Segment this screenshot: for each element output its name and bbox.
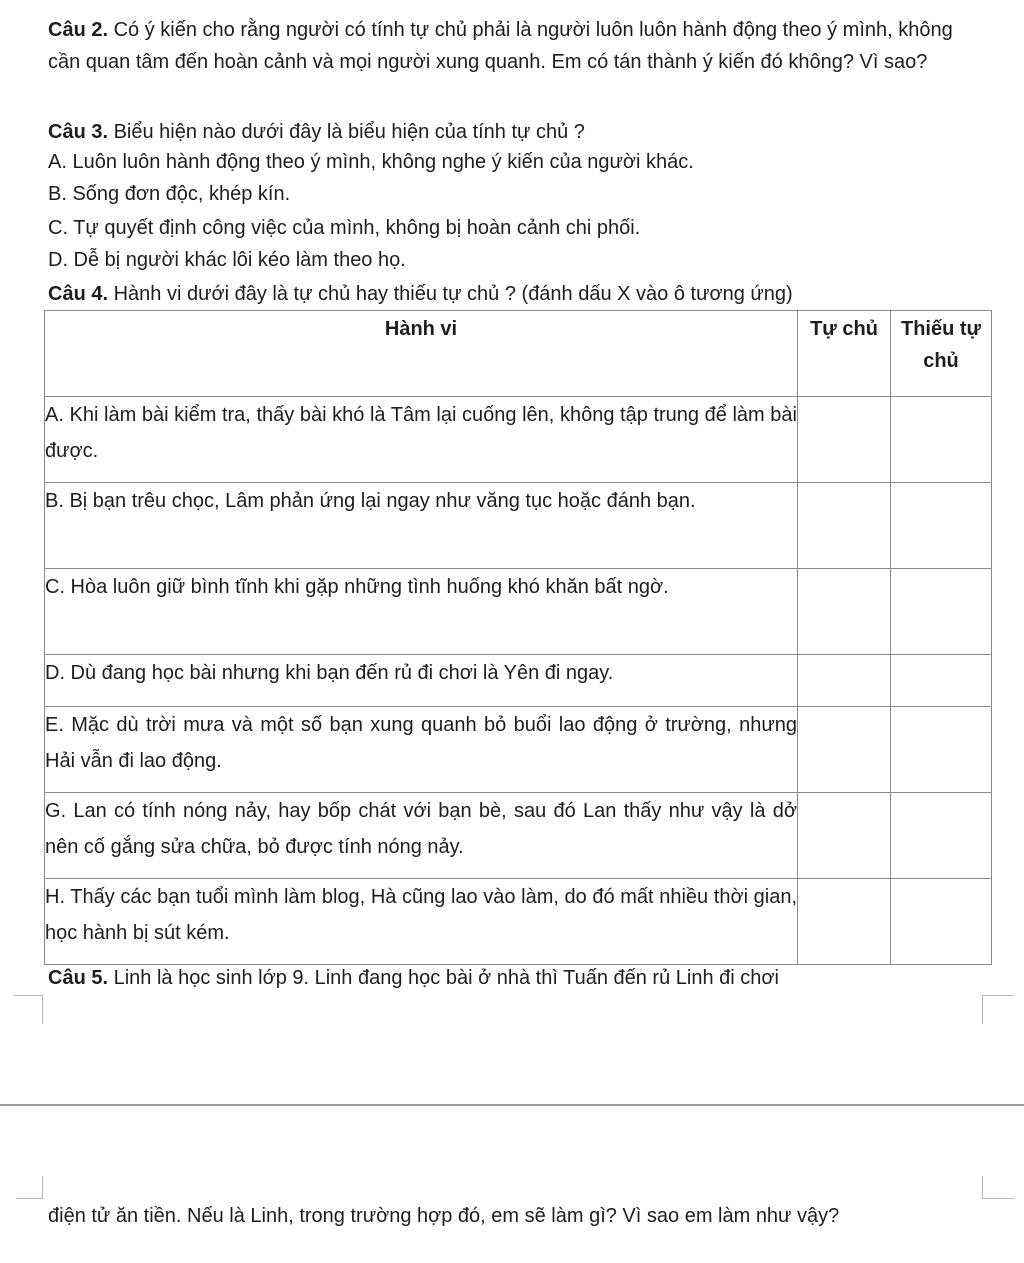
question-3-option-a: A. Luôn luôn hành động theo ý mình, không nghe ý kiến của người khác. — [48, 151, 694, 173]
page-gap — [0, 996, 1024, 1186]
checkbox-self-control-c[interactable] — [798, 569, 891, 655]
question-2 — [48, 14, 988, 78]
behavior-g: G. Lan có tính nóng nảy, hay bốp chát với bạn bè, sau đó Lan thấy như vậy là dở nên cố gắng sửa chữa, bỏ được tính nóng nảy. — [45, 793, 798, 879]
checkbox-lack-self-control-e[interactable] — [891, 707, 992, 793]
checkbox-lack-self-control-c[interactable] — [891, 569, 992, 655]
page-corner-mark — [982, 995, 1013, 1024]
checkbox-lack-self-control-g[interactable] — [891, 793, 992, 879]
question-5 — [48, 962, 779, 994]
behavior-table — [44, 310, 992, 965]
table-row — [45, 397, 992, 483]
page-corner-mark — [16, 1176, 43, 1199]
question-4-text: Hành vi dưới đây là tự chủ hay thiếu tự chủ ? (đánh dấu X vào ô tương ứng) — [108, 283, 793, 305]
question-3 — [48, 116, 988, 148]
question-3-option-d: D. Dễ bị người khác lôi kéo làm theo họ. — [48, 249, 406, 271]
table-row — [45, 707, 992, 793]
behavior-c: C. Hòa luôn giữ bình tĩnh khi gặp những tình huống khó khăn bất ngờ. — [45, 569, 798, 655]
table-row — [45, 793, 992, 879]
question-3-option-b: B. Sống đơn độc, khép kín. — [48, 183, 291, 205]
checkbox-lack-self-control-h[interactable] — [891, 879, 992, 965]
behavior-b: B. Bị bạn trêu chọc, Lâm phản ứng lại ngay như văng tục hoặc đánh bạn. — [45, 483, 798, 569]
checkbox-self-control-d[interactable] — [798, 655, 891, 707]
header-self-control: Tự chủ — [798, 311, 891, 397]
checkbox-self-control-e[interactable] — [798, 707, 891, 793]
header-lack-self-control: Thiếu tự chủ — [891, 311, 992, 397]
behavior-d: D. Dù đang học bài nhưng khi bạn đến rủ đi chơi là Yên đi ngay. — [45, 655, 798, 707]
page-corner-mark — [14, 995, 43, 1024]
question-2-label: Câu 2. — [48, 19, 109, 41]
question-3-option-c: C. Tự quyết định công việc của mình, không bị hoàn cảnh chi phối. — [48, 217, 641, 239]
checkbox-self-control-h[interactable] — [798, 879, 891, 965]
question-5-continuation: điện tử ăn tiền. Nếu là Linh, trong trường hợp đó, em sẽ làm gì? Vì sao em làm như vậy? — [48, 1205, 840, 1227]
behavior-h: H. Thấy các bạn tuổi mình làm blog, Hà cũng lao vào làm, do đó mất nhiều thời gian, học hành bị sút kém. — [45, 879, 798, 965]
question-3-label: Câu 3. — [48, 121, 109, 143]
question-5-text: Linh là học sinh lớp 9. Linh đang học bài ở nhà thì Tuấn đến rủ Linh đi chơi — [108, 967, 779, 989]
question-3-text: Biểu hiện nào dưới đây là biểu hiện của tính tự chủ ? — [108, 121, 585, 143]
checkbox-self-control-g[interactable] — [798, 793, 891, 879]
question-4 — [48, 278, 988, 310]
table-row — [45, 655, 992, 707]
behavior-e: E. Mặc dù trời mưa và một số bạn xung quanh bỏ buổi lao động ở trường, nhưng Hải vẫn đi lao động. — [45, 707, 798, 793]
behavior-a: A. Khi làm bài kiểm tra, thấy bài khó là Tâm lại cuống lên, không tập trung để làm bài được. — [45, 397, 798, 483]
checkbox-lack-self-control-b[interactable] — [891, 483, 992, 569]
table-header-row — [45, 311, 992, 397]
table-row — [45, 483, 992, 569]
page-separator — [0, 1104, 1024, 1106]
question-5-label: Câu 5. — [48, 967, 109, 989]
checkbox-self-control-b[interactable] — [798, 483, 891, 569]
table-row — [45, 569, 992, 655]
header-action: Hành vi — [45, 311, 798, 397]
table-row — [45, 879, 992, 965]
question-4-label: Câu 4. — [48, 283, 109, 305]
checkbox-lack-self-control-a[interactable] — [891, 397, 992, 483]
checkbox-self-control-a[interactable] — [798, 397, 891, 483]
page-corner-mark — [982, 1176, 1015, 1199]
question-2-text: Có ý kiến cho rằng người có tính tự chủ phải là người luôn luôn hành động theo ý mình, không cần quan tâm đến hoàn cảnh và mọi người xung quanh. Em có tán thành ý kiến đó không? Vì sao? — [48, 19, 953, 73]
checkbox-lack-self-control-d[interactable] — [891, 655, 992, 707]
